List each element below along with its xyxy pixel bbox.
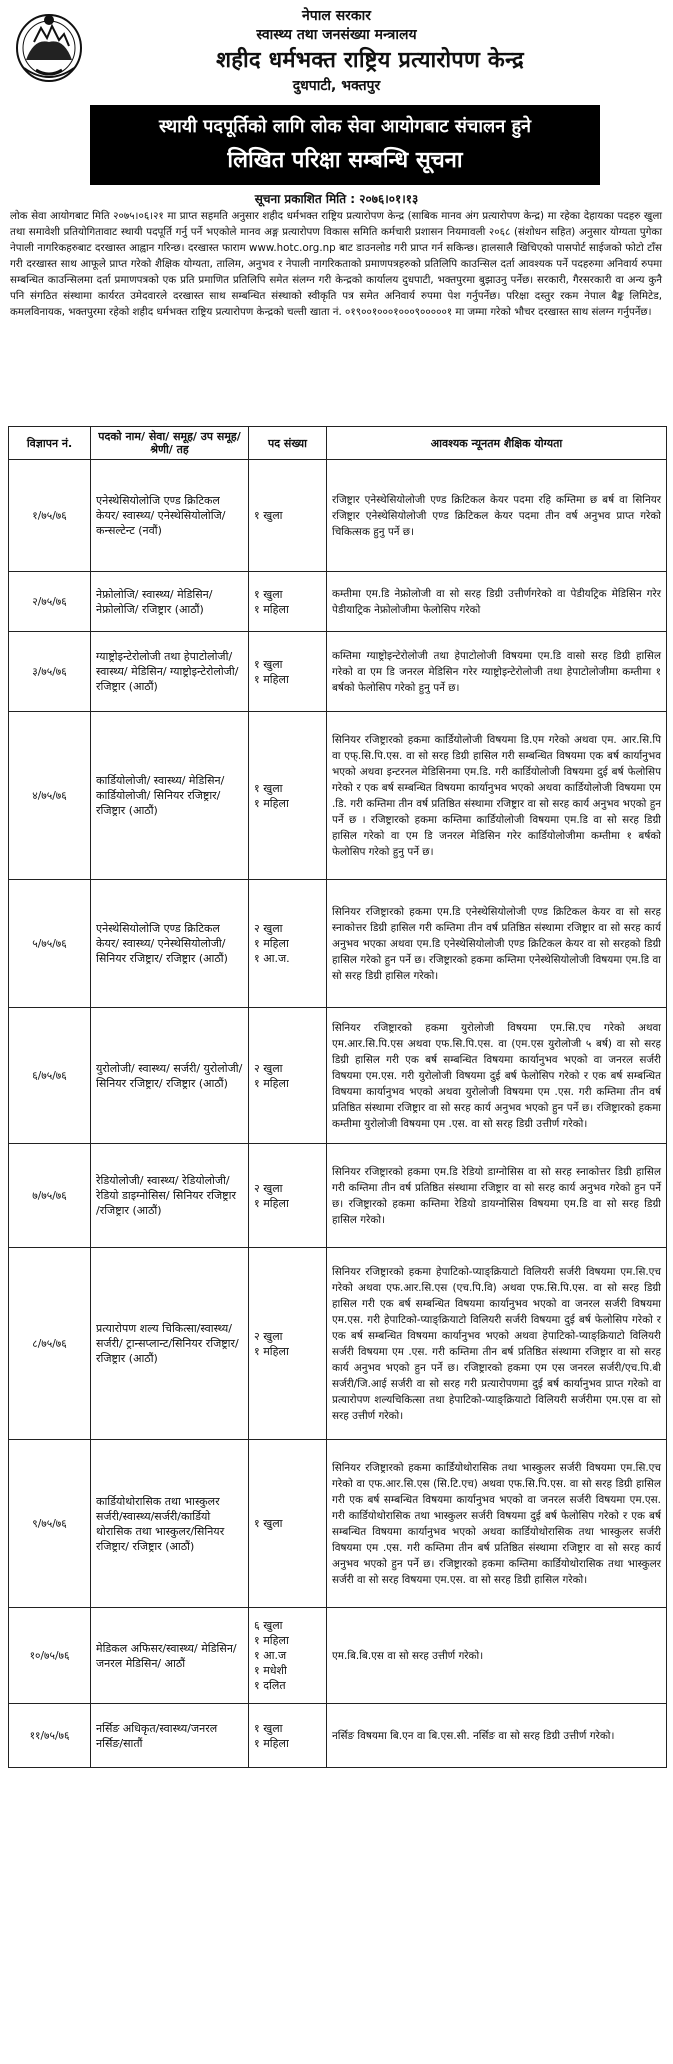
cell-post-count: १ खुला १ महिला	[249, 632, 327, 712]
header-post-count: पद संख्या	[249, 427, 327, 460]
cell-post-name: नर्सिङ अधिकृत/स्वास्थ्य/जनरल नर्सिङ/सातौं	[91, 1704, 249, 1768]
cell-post-name: मेडिकल अफिसर/स्वास्थ्य/ मेडिसिन/जनरल मेडिसिन/ आठौं	[91, 1608, 249, 1704]
cell-post-count: २ खुला १ महिला	[249, 1144, 327, 1248]
table-row	[9, 632, 667, 712]
table-row	[9, 880, 667, 1008]
cell-qualification: सिनियर रजिष्ट्रारको हकमा कार्डियोलोजी विषयमा डि.एम गरेको अथवा एम. आर.सि.पि वा एफ्.सि.पि.एस. वा सो सरह डिग्री हासिल गरी सम्बन्धित विषयमा एक बर्ष कार्यानुभव भएको अथवा इन्टरनल मेडिसिनमा एम.डि. गरी कार्डियोलोजी विषयमा दुई बर्ष फेलोसिप गरेको र एक बर्ष सम्बन्धित विषयमा कार्यानुभव भएको अथवा कार्डियोलोजी विषयमा एम .डि. गरी कम्तिमा तीन वर्ष प्रतिष्ठित संस्थामा रजिष्ट्रार वा सो सरह कार्य अनुभव भएको हुन पर्ने छ । रजिष्ट्रारको हकमा कम्तिमा कार्डियोलोजी विषयमा एम.डि वा सो सरह डिग्री हासिल गरेको वा एम डि जनरल मेडिसिन गरेर कार्डियोलोजीमा कम्तीमा १ बर्षको फेलोसिप गरेको हुनु पर्ने छ।	[327, 712, 667, 880]
cell-qualification: सिनियर रजिष्ट्रारको हकमा एम.डि रेडियो डाग्नोसिस वा सो सरह स्नाकोत्तर डिग्री हासिल गरी कम्तिमा तीन वर्ष प्रतिष्ठित संस्थामा रजिष्ट्रार वा सो सरह कार्य अनुभव गरेको हुन पर्ने छ। रजिष्ट्रारको हकमा कम्तिमा रेडियो डायग्नोसिस विषयमा एम.डि वा सो सरह डिग्री हासिल गरेको।	[327, 1144, 667, 1248]
notice-title-banner	[90, 105, 600, 185]
cell-ad-number: ११/७५/७६	[9, 1704, 91, 1768]
cell-post-name: एनेस्थेसियोलोजि एण्ड क्रिटिकल केयर/ स्वास्थ्य/ एनेस्थेसियोलोजि/ कन्सल्टेन्ट (नवौं)	[91, 460, 249, 572]
cell-post-count: १ खुला १ महिला	[249, 712, 327, 880]
notice-title-line2: लिखित परिक्षा सम्बन्धि सूचना	[227, 148, 463, 173]
cell-post-count: १ खुला १ महिला	[249, 1704, 327, 1768]
cell-qualification: नर्सिङ विषयमा बि.एन वा बि.एस.सी. नर्सिङ वा सो सरह डिग्री उत्तीर्ण गरेको।	[327, 1704, 667, 1768]
published-date: सूचना प्रकाशित मिति : २०७६।०१।१३	[254, 192, 419, 206]
cell-ad-number: ३/७५/७६	[9, 632, 91, 712]
cell-post-name: कार्डियोलोजी/ स्वास्थ्य/ मेडिसिन/ कार्डियोलोजी/ सिनियर रजिष्ट्रार/रजिष्ट्रार (आठौं)	[91, 712, 249, 880]
cell-ad-number: ६/७५/७६	[9, 1008, 91, 1144]
vacancy-table	[8, 426, 667, 1768]
table-row	[9, 1248, 667, 1440]
cell-ad-number: १०/७५/७६	[9, 1608, 91, 1704]
letterhead	[0, 0, 673, 118]
cell-qualification: सिनियर रजिष्ट्रारको हकमा युरोलोजी विषयमा एम.सि.एच गरेको अथवा एम.आर.सि.पि.एस अथवा एफ.सि.पि.एस. वा (एम.एस युरोलोजी ५ बर्ष) वा सो सरह डिग्री हासिल गरी एक बर्ष सम्बन्धित विषयमा कार्यानुभव भएको वा जनरल सर्जरी विषयमा एम.एस. गरी युरोलोजी विषयमा दुई बर्ष फेलोसिप गरेको र एक बर्ष सम्बन्धित विषयमा कार्यानुभव भएको अथवा युरोलोजी विषयमा एम .एस. गरी कम्तिमा तीन वर्ष प्रतिष्ठित संस्थामा रजिष्ट्रार वा सो सरह कार्य अनुभव भएको हुन पर्ने छ। रजिष्ट्रारको हकमा कम्तीमा युरोलोजी विषयमा एम .एस. वा सो सरह डिग्री उत्तीर्ण गरेको।	[327, 1008, 667, 1144]
header-qualification: आवश्यक न्यूनतम शैक्षिक योग्यता	[327, 427, 667, 460]
cell-post-count: २ खुला १ महिला	[249, 1248, 327, 1440]
cell-qualification: सिनियर रजिष्ट्रारको हकमा हेपाटिको-प्याङ्क्रियाटो विलियरी सर्जरी विषयमा एम.सि.एच गरेको अथवा एफ.आर.सि.एस (एच.पि.वि) अथवा एफ.सि.पि.एस. वा सो सरह डिग्री हासिल गरी एक बर्ष सम्बन्धित विषयमा कार्यानुभव भएको वा जनरल सर्जरी विषयमा एम.एस. गरी हेपाटिको-प्याङ्क्रियाटो विलियरी सर्जरी विषयमा दुई बर्ष फेलोसिप गरेको र एक बर्ष सम्बन्धित विषयमा कार्यानुभव भएको अथवा हेपाटिको-प्याङ्क्रियाटो विलियरी सर्जरी विषयमा एम .एस. गरी कम्तिमा तीन बर्ष प्रतिष्ठित संस्थामा रजिष्ट्रार वा सो सरह कार्य अनुभव भएको हुन पर्ने छ। रजिष्ट्रारको हकमा एम एस जनरल सर्जरी/एच.पि.बी सर्जरी/जि.आई सर्जरी वा सो सरह गरी प्रत्यारोपणमा दुई बर्ष कार्यानुभव प्राप्त गरेको वा प्रत्यारोपण शल्यचिकित्सा तथा हेपाटिको-प्याङ्क्रियाटो विलियरी सर्जरीमा एम.एस वा सो सरह उत्तीर्ण गरेको।	[327, 1248, 667, 1440]
table-header-row	[9, 427, 667, 460]
cell-post-name: प्रत्यारोपण शल्य चिकित्सा/स्वास्थ्य/सर्जरी/ ट्रान्सप्लान्ट/सिनियर रजिष्ट्रार/रजिष्ट्रार (आठौं)	[91, 1248, 249, 1440]
cell-ad-number: ४/७५/७६	[9, 712, 91, 880]
cell-post-name: कार्डियोथोरासिक तथा भास्कुलर सर्जरी/स्वास्थ्य/सर्जरी/कार्डियो थोरासिक तथा भास्कुलर/सिनियर रजिष्ट्रार/ रजिष्ट्रार (आठौं)	[91, 1440, 249, 1608]
table-row	[9, 1440, 667, 1608]
cell-ad-number: ८/७५/७६	[9, 1248, 91, 1440]
table-row	[9, 1008, 667, 1144]
table-row	[9, 1144, 667, 1248]
header-post-name: पदको नाम/ सेवा/ समूह/ उप समूह/ श्रेणी/ तह	[91, 427, 249, 460]
table-body	[9, 460, 667, 1768]
cell-ad-number: १/७५/७६	[9, 460, 91, 572]
cell-post-name: युरोलोजी/ स्वास्थ्य/ सर्जरी/ युरोलोजी/ सिनियर रजिष्ट्रार/ रजिष्ट्रार (आठौं)	[91, 1008, 249, 1144]
cell-post-count: २ खुला १ महिला १ आ.ज.	[249, 880, 327, 1008]
table-row	[9, 1704, 667, 1768]
cell-qualification: सिनियर रजिष्ट्रारको हकमा कार्डियोथोरासिक तथा भास्कुलर सर्जरी विषयमा एम.सि.एच गरेको वा एफ.आर.सि.एस (सि.टि.एच) अथवा एफ.सि.पि.एस. वा सो सरह डिग्री हासिल गरी एक बर्ष सम्बन्धित विषयमा कार्यानुभव भएको वा जनरल सर्जरी विषयमा एम.एस. गरी कार्डियोथोरासिक तथा भास्कुलर सर्जरी विषयमा दुई बर्ष फेलोसिप गरेको र एक बर्ष सम्बन्धित विषयमा कार्यानुभव भएको अथवा कार्डियोथोरासिक तथा भास्कुलर सर्जरी विषयमा एम .एस. गरी कम्तिमा तीन बर्ष प्रतिष्ठित संस्थामा रजिष्ट्रार वा सो सरह कार्य अनुभव भएको हुन पर्ने छ। रजिष्ट्रारको हकमा कम्तिमा कार्डियोथोरासिक तथा भास्कुलर सर्जरी वा सो सरह विषयमा एम.एस. वा सो सरह डिग्री हासिल गरेको।	[327, 1440, 667, 1608]
cell-post-count: २ खुला १ महिला	[249, 1008, 327, 1144]
table-row	[9, 712, 667, 880]
header-ad-number: विज्ञापन नं.	[9, 427, 91, 460]
cell-post-count: १ खुला १ महिला	[249, 572, 327, 632]
cell-post-name: एनेस्थेसियोलोजि एण्ड क्रिटिकल केयर/ स्वास्थ्य/ एनेस्थेसियोलोजी/ सिनियर रजिष्ट्रार/ रजिष्ट्रार (आठौं)	[91, 880, 249, 1008]
cell-ad-number: ५/७५/७६	[9, 880, 91, 1008]
organization-name: शहीद धर्मभक्त राष्ट्रिय प्रत्यारोपण केन्द्र	[216, 48, 524, 73]
cell-ad-number: २/७५/७६	[9, 572, 91, 632]
cell-qualification: सिनियर रजिष्ट्रारको हकमा एम.डि एनेस्थेसियोलोजी एण्ड क्रिटिकल केयर वा सो सरह स्नाकोत्तर डिग्री हासिल गरी कम्तिमा तीन वर्ष प्रतिष्ठित संस्थामा रजिष्ट्रार वा सो सरह कार्य अनुभव भएका अथवा एम.डि एनेस्थेसियोलोजी एण्ड क्रिटिकल केयर वा सो सरहको डिग्री हासिल गरेको हुन पर्ने छ। रजिष्ट्रारको हकमा कम्तिमा एनेस्थेसियोलोजी विषयमा एम.डि वा सो सरह डिग्री हासिल गरेको।	[327, 880, 667, 1008]
intro-paragraph: लोक सेवा आयोगबाट मिति २०७५।०६।२१ मा प्राप्त सहमति अनुसार शहीद धर्मभक्त राष्ट्रिय प्रत्यारोपण केन्द्र (साबिक मानव अंग प्रत्यारोपण केन्द्र) मा रहेका देहायका पदहरु खुला तथा समावेशी प्रतियोगितावाट स्थायी पदपूर्ति गर्नु पर्ने भएकोले मानव अङ्ग प्रत्यारोपण विकास समिति कर्मचारी प्रशासन नियमावली २०६८ (संशोधन सहित) अनुसार योग्यता पुगेका नेपाली नागरिकहरुबाट दरखास्त आह्वान गरिन्छ। दरखास्त फाराम www.hotc.org.np बाट डाउनलोड गरी प्राप्त गर्न सकिन्छ। हालसालै खिचिएको पासपोर्ट साईजको फोटो टाँस गरी दरखास्त साथ आफूले प्राप्त गरेको शैक्षिक योग्यता, तालिम, अनुभव र नेपाली नागरिकताको प्रमाणपत्रहरुको प्रतिलिपि काउन्सिल दर्ता आवश्यक पर्ने पदहरुमा अनिवार्य रुपमा सम्बन्धित काउन्सिलमा दर्ता प्रमाणपत्रको एक प्रति प्रमाणित प्रतिलिपि समेत संलग्न गरी केन्द्रको कार्यालय दुधपाटी, भक्तपुरमा बुझाउनु पर्नेछ। सरकारी, गैरसरकारी वा अन्य कुनै पनि संगठित संस्थामा कार्यरत उमेदवारले दरखास्त साथ सम्बन्धित संस्थाको स्वीकृति पत्र समेत अनिवार्य रुपमा पेश गर्नुपर्नेछ। परिक्षा दस्तुर रकम नेपाल बैङ्क लिमिटेड, कमलविनायक, भक्तपुरमा रहेको शहीद धर्मभक्त राष्ट्रिय प्रत्यारोपण केन्द्रको चल्ती खाता नं. ०१९००१०००१०००९०००००१ मा जम्मा गरेको भौचर दरखास्त साथ संलग्न गर्नुपर्नेछ।	[10, 210, 662, 318]
cell-post-name: ग्याष्ट्रोइन्टेरोलोजी तथा हेपाटोलोजी/ स्वास्थ्य/ मेडिसिन/ ग्याष्ट्रोइन्टेरोलोजी/ रजिष्ट्रार (आठौं)	[91, 632, 249, 712]
cell-ad-number: ९/७५/७६	[9, 1440, 91, 1608]
cell-qualification: कम्तीमा एम.डि नेफ्रोलोजी वा सो सरह डिग्री उत्तीर्णगरेको वा पेडीयट्रिक मेडिसिन गरेर पेडीयाट्रिक नेफ्रोलोजीमा फेलोसिप गरेको	[327, 572, 667, 632]
cell-post-count: ६ खुला १ महिला १ आ.ज १ मधेशी १ दलित	[249, 1608, 327, 1704]
ministry-name: स्वास्थ्य तथा जनसंख्या मन्त्रालय	[256, 27, 417, 43]
cell-post-count: १ खुला	[249, 460, 327, 572]
cell-qualification: एम.बि.बि.एस वा सो सरह उत्तीर्ण गरेको।	[327, 1608, 667, 1704]
government-name: नेपाल सरकार	[301, 8, 371, 24]
cell-post-name: रेडियोलोजी/ स्वास्थ्य/ रेडियोलोजी/ रेडियो डाइग्नोसिस/ सिनियर रजिष्ट्रार /रजिष्ट्रार (आठौं)	[91, 1144, 249, 1248]
cell-qualification: कम्तिमा ग्याष्ट्रोइन्टेरोलोजी तथा हेपाटोलोजी विषयमा एम.डि वासो सरह डिग्री हासिल गरेको वा एम डि जनरल मेडिसिन गरेर ग्याष्ट्रोइन्टेरोलोजी तथा हेपाटोलोजीमा कम्तीमा १ बर्षको फेलोसिप गरेको हुनु पर्ने छ।	[327, 632, 667, 712]
notice-title-line1: स्थायी पदपूर्तिको लागि लोक सेवा आयोगबाट संचालन हुने	[158, 116, 532, 137]
table-row	[9, 460, 667, 572]
cell-post-name: नेफ्रोलोजि/ स्वास्थ्य/ मेडिसिन/ नेफ्रोलोजि/ रजिष्ट्रार (आठौं)	[91, 572, 249, 632]
cell-ad-number: ७/७५/७६	[9, 1144, 91, 1248]
table-row	[9, 1608, 667, 1704]
cell-post-count: १ खुला	[249, 1440, 327, 1608]
organization-location: दुधपाटी, भक्तपुर	[292, 78, 381, 94]
table-row	[9, 572, 667, 632]
cell-qualification: रजिष्ट्रार एनेस्थेसियोलोजी एण्ड क्रिटिकल केयर पदमा रहि कम्तिमा छ बर्ष वा सिनियर रजिष्ट्रार एनेस्थेसियोलोजी एण्ड क्रिटिकल केयर पदमा तीन वर्ष अनुभव प्राप्त गरेको चिकित्सक हुनु पर्ने छ।	[327, 460, 667, 572]
